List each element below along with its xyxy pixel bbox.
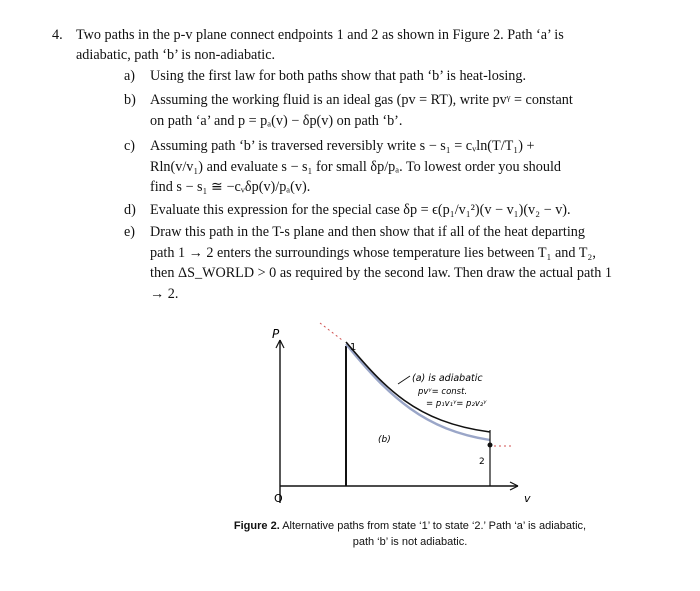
part-a-line-1: Using the first law for both paths show that path ‘b’ is heat-losing.: [150, 68, 527, 84]
path-b-label: (b): [378, 435, 391, 445]
path-a-note-2: pvᵞ= const.: [418, 387, 468, 397]
part-b-label: b): [124, 92, 136, 108]
part-b-line-2: on path ‘a’ and p = pₐ(v) − δp(v) on path ‘b’.: [150, 112, 403, 129]
path-a-note-3: = p₁v₁ᵞ= p₂v₂ᵞ: [426, 399, 487, 409]
figure-caption: [180, 518, 640, 550]
caption-figure-number: Figure 2.: [233, 520, 280, 532]
red-dash-top: [320, 323, 342, 340]
part-d-line-1: Evaluate this expression for the special case δp = ϵ(p₁/v₁²)(v − v₁)(v₂ − v).: [150, 202, 571, 218]
problem-intro-line-1: Two paths in the p-v plane connect endpoints 1 and 2 as shown in Figure 2. Path ‘a’ is: [76, 27, 564, 43]
part-e-line-2: path 1 → 2 enters the surroundings whose temperature lies between T₁ and T₂,: [150, 244, 596, 261]
point-2-label: 2: [479, 457, 485, 467]
part-e-line-1: Draw this path in the T-s plane and then show that if all of the heat departing: [150, 224, 585, 240]
part-e-line-3: then ΔS_WORLD > 0 as required by the second law. Then draw the actual path 1: [150, 265, 612, 282]
part-c-label: c): [124, 138, 136, 154]
problem-intro-line-2: adiabatic, path ‘b’ is non-adiabatic.: [76, 47, 276, 63]
part-a-label: a): [124, 68, 136, 84]
part-e-line-4: → 2.: [150, 285, 179, 302]
problem-number: 4.: [52, 27, 63, 43]
point-1-label: 1: [350, 342, 357, 353]
origin-label: O: [274, 492, 283, 505]
part-c-line-2: Rln(v/v₁) and evaluate s − s₁ for small δp/pₐ. To lowest order you should: [150, 158, 561, 175]
pv-diagram: [250, 318, 550, 518]
part-c-line-3: find s − s₁ ≅ −cᵥδp(v)/pₐ(v).: [150, 179, 311, 196]
path-a-note-1: (a) is adiabatic: [412, 373, 483, 384]
caption-text-2: path ‘b’ is not adiabatic.: [352, 536, 468, 548]
part-c-line-1: Assuming path ‘b’ is traversed reversibly write s − s₁ = cᵥln(T/T₁) +: [150, 138, 535, 154]
y-axis-label: P: [272, 327, 280, 341]
caption-text-1: Alternative paths from state ‘1’ to state ‘2.’ Path ‘a’ is adiabatic,: [279, 520, 587, 532]
point-2-marker: [488, 443, 493, 448]
x-axis-label: v: [524, 492, 531, 505]
part-d-label: d): [124, 202, 136, 218]
note-a-pointer: [398, 376, 410, 384]
part-e-label: e): [124, 224, 136, 240]
part-b-line-1: Assuming the working fluid is an ideal gas (pv = RT), write pvᵞ = constant: [150, 92, 573, 108]
